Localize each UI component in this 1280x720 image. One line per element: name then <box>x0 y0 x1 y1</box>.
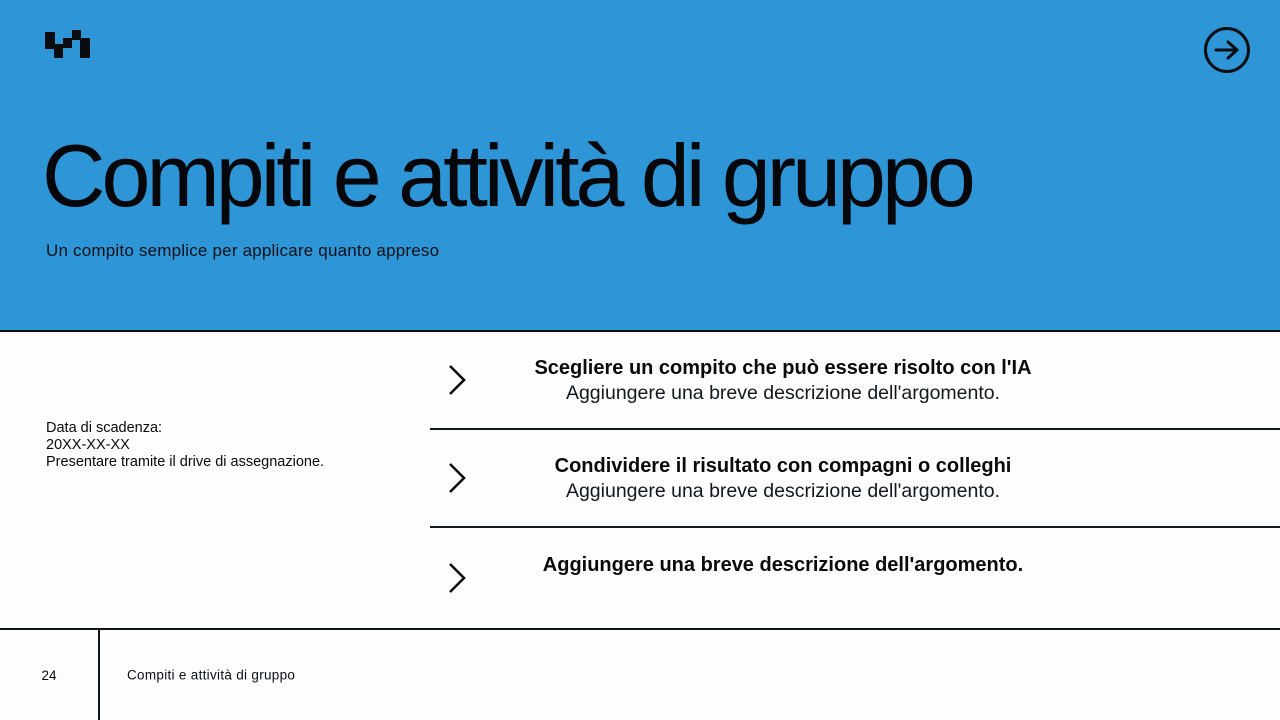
next-slide-button[interactable] <box>1204 27 1250 73</box>
task-row <box>430 528 1280 627</box>
submission-note: Presentare tramite il drive di assegnazione. <box>46 454 325 470</box>
task-list <box>430 332 1280 627</box>
task-title: Condividere il risultato con compagni o colleghi <box>554 454 1012 477</box>
deadline-date: 20XX-XX-XX <box>46 437 130 453</box>
task-text <box>488 553 1078 602</box>
deadline-info-block <box>46 420 406 471</box>
task-description <box>488 578 1078 602</box>
arrow-right-icon <box>1214 37 1240 63</box>
chevron-right-icon <box>446 562 468 594</box>
task-row <box>430 430 1280 528</box>
task-text <box>488 356 1078 405</box>
task-description: Aggiungere una breve descrizione dell'argomento. <box>565 479 1001 502</box>
footer <box>0 628 1280 720</box>
task-title: Aggiungere una breve descrizione dell'argomento. <box>542 554 1024 576</box>
footer-slide-title: Compiti e attività di gruppo <box>127 667 296 683</box>
chevron-right-icon <box>446 462 468 494</box>
task-row <box>430 332 1280 430</box>
pixel-zigzag-logo-icon <box>45 30 90 60</box>
page-number: 24 <box>0 630 100 720</box>
deadline-label: Data di scadenza: <box>46 420 163 436</box>
task-title: Scegliere un compito che può essere risolto con l'IA <box>534 356 1032 379</box>
header-band <box>0 0 1280 332</box>
task-text <box>488 454 1078 503</box>
chevron-right-icon <box>446 364 468 396</box>
task-description: Aggiungere una breve descrizione dell'argomento. <box>565 381 1001 404</box>
slide-title: Compiti e attività di gruppo <box>42 126 972 225</box>
slide-subtitle: Un compito semplice per applicare quanto appreso <box>46 241 440 260</box>
